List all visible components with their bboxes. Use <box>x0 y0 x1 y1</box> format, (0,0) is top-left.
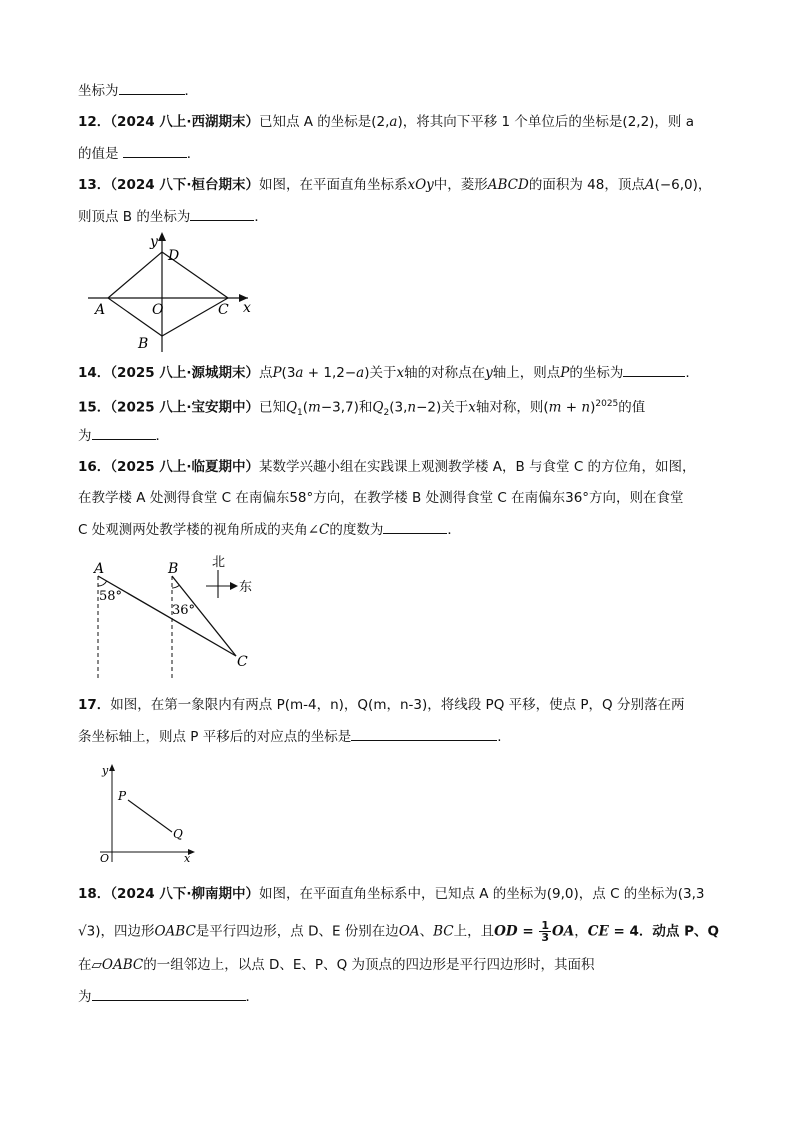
north-label: 北 <box>212 555 226 570</box>
text-line: 条坐标轴上，则点 P 平移后的对应点的坐标是 . <box>78 726 502 747</box>
point-label: B <box>168 561 179 577</box>
text-line: 为 ． <box>78 986 259 1007</box>
text-line: 为 ． <box>78 425 169 446</box>
angle-label: 36° <box>172 603 196 618</box>
text-line: 坐标为 ． <box>78 80 198 101</box>
text-line: 在▱OABC的一组邻边上，以点 D、E、P、Q 为顶点的四边形是平行四边形时，其面积 <box>78 957 595 973</box>
answer-blank[interactable] <box>92 425 156 440</box>
question-18: 18．（2024 八下·柳南期中）如图，在平面直角坐标系中，已知点 A 的坐标为(9,0)，点 C 的坐标为(3,3 <box>78 886 705 902</box>
origin-label: O <box>100 852 110 865</box>
point-label: P <box>118 789 127 803</box>
point-label: A <box>95 302 106 318</box>
east-label: 东 <box>239 580 253 595</box>
y-axis-label: y <box>102 764 109 777</box>
question-17: 17．如图，在第一象限内有两点 P(m-4，n)，Q(m，n-3)，将线段 PQ 平移，使点 P，Q 分别落在两 <box>78 697 685 713</box>
text-line: 在教学楼 A 处测得食堂 C 在南偏东58°方向，在教学楼 B 处测得食堂 C 在南偏东36°方向，则在食堂 <box>78 490 684 506</box>
answer-blank[interactable] <box>119 80 185 95</box>
answer-blank[interactable] <box>623 362 685 377</box>
x-axis-label: x <box>184 852 191 865</box>
question-12: 12．（2024 八上·西湖期末）已知点 A 的坐标是(2,a)，将其向下平移 1 个单位后的坐标是(2,2)，则 a <box>78 114 694 130</box>
coordinate-figure <box>96 758 206 866</box>
point-label: C <box>218 302 229 318</box>
question-15: 15．（2025 八上·宝安期中）已知$Q_1(m-3,7)$和$Q_2(3,n-2)$关于x轴对称，则$(m + n)^{2025}$的值 <box>78 399 646 419</box>
text-line: 则顶点 B 的坐标为 ． <box>78 206 268 227</box>
fraction: $\frac{1}{3}$ <box>541 919 549 944</box>
point-label: O <box>152 302 164 318</box>
point-label: C <box>237 654 248 670</box>
angle-label: 58° <box>99 589 123 604</box>
question-13: 13．（2024 八下·桓台期末）如图，在平面直角坐标系xOy中，菱形ABCD的面积为 48，顶点A(−6,0)， <box>78 177 712 193</box>
point-label: D <box>168 248 180 264</box>
answer-blank[interactable] <box>190 206 254 221</box>
point-label: A <box>94 561 105 577</box>
point-label: B <box>138 336 149 352</box>
text-line: C 处观测两处教学楼的视角所成的夹角∠C的度数为 ． <box>78 519 461 540</box>
answer-blank[interactable] <box>383 519 447 534</box>
question-14: 14．（2025 八上·源城期末）点P(3a + 1,2−a)关于x轴的对称点在y轴上，则点P的坐标为 . <box>78 362 690 383</box>
text-line: √3)，四边形OABC是平行四边形，点 D、E 份别在边OA、BC上，且OD = $\frac{1}{3}$ OA，CE = 4．动点 P、Q <box>78 919 719 944</box>
y-axis-label: y <box>150 234 158 250</box>
direction-angle-figure <box>88 548 268 683</box>
text-line: 的值是 ． <box>78 143 200 164</box>
question-16: 16．（2025 八上·临夏期中）某数学兴趣小组在实践课上观测教学楼 A，B 与食堂 C 的方位角，如图， <box>78 459 696 475</box>
answer-blank[interactable] <box>123 143 187 158</box>
rhombus-figure <box>88 230 263 355</box>
answer-blank[interactable] <box>92 986 246 1001</box>
x-axis-label: x <box>243 300 251 316</box>
answer-blank[interactable] <box>351 726 497 741</box>
point-label: Q <box>173 827 183 841</box>
